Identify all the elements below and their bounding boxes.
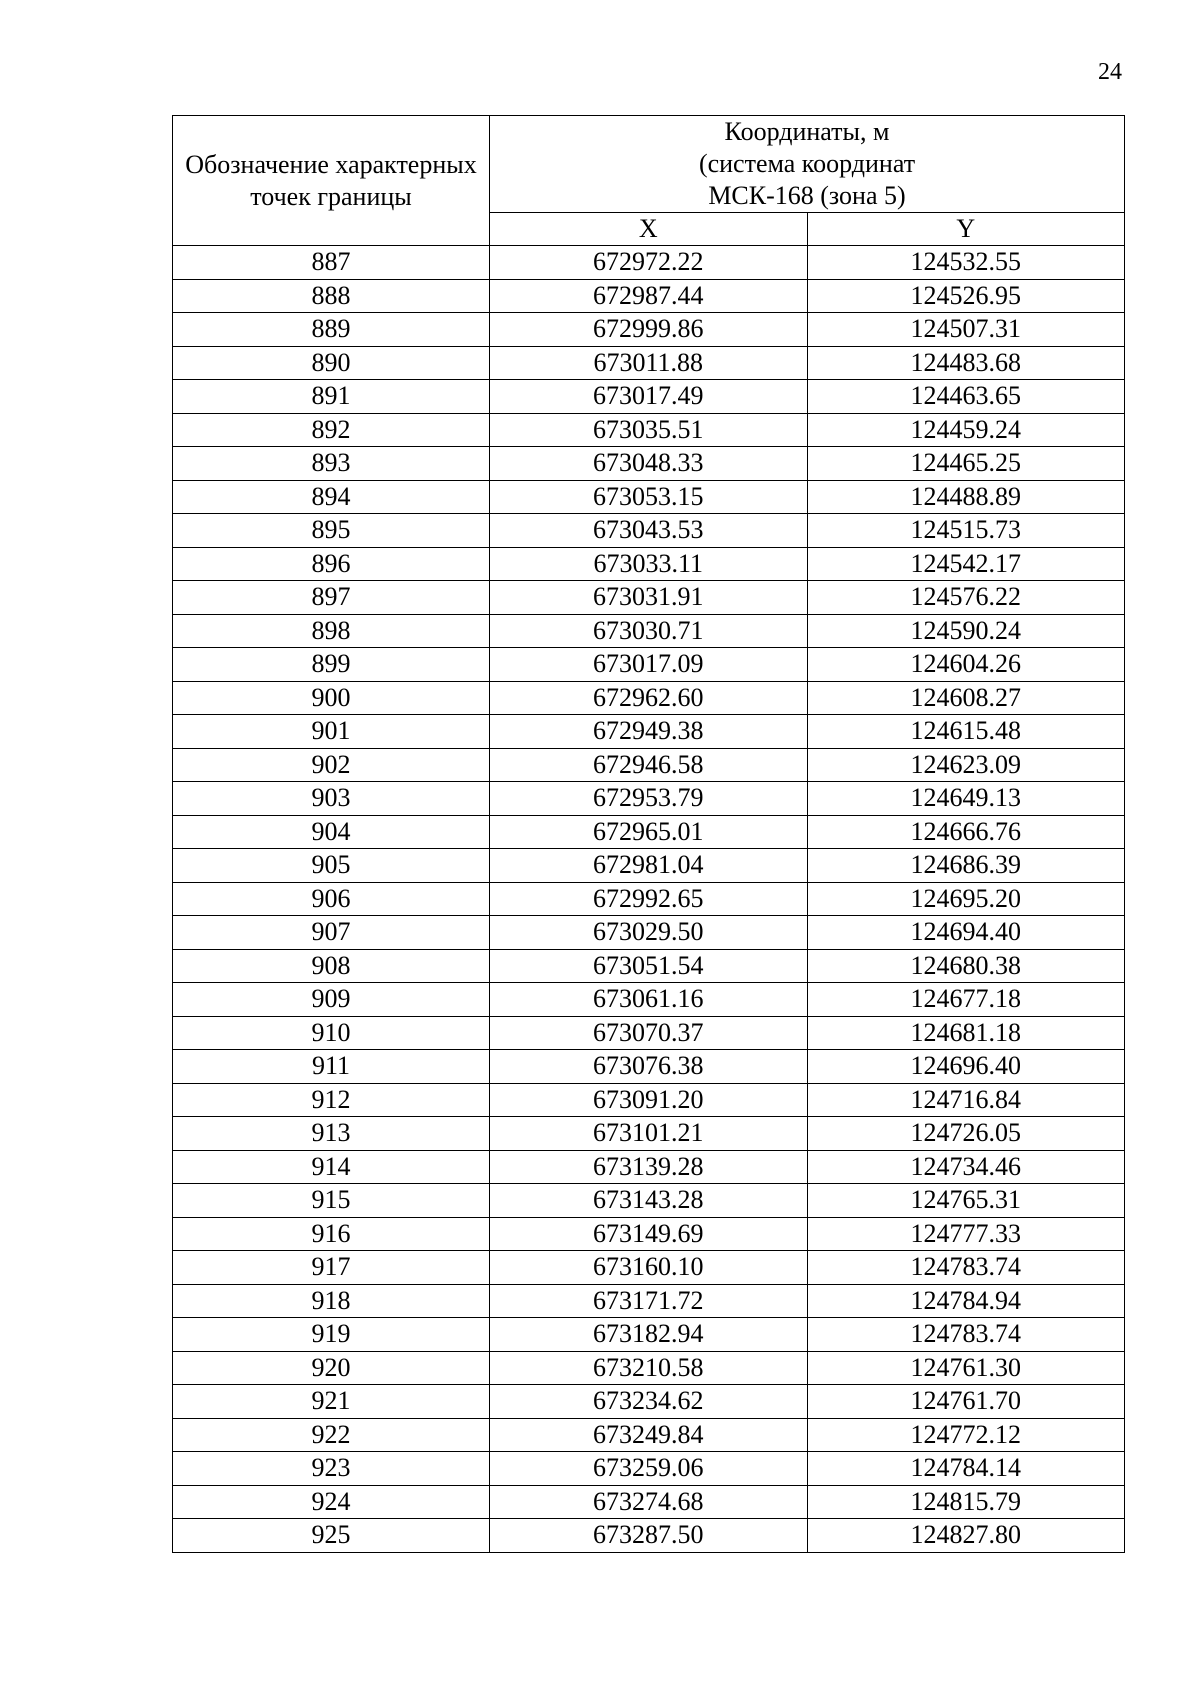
x-cell: 673033.11	[490, 547, 808, 581]
x-cell: 673043.53	[490, 514, 808, 548]
y-cell: 124590.24	[807, 614, 1125, 648]
y-cell: 124677.18	[807, 983, 1125, 1017]
y-cell: 124576.22	[807, 581, 1125, 615]
table-header	[173, 116, 1125, 246]
point-id-cell: 922	[173, 1418, 490, 1452]
table-row	[173, 1351, 1125, 1385]
point-id-cell: 892	[173, 413, 490, 447]
table-row	[173, 882, 1125, 916]
x-cell: 672987.44	[490, 279, 808, 313]
table-row	[173, 681, 1125, 715]
coordinates-title-line-3: МСК-168 (зона 5)	[708, 181, 906, 210]
point-id-cell: 923	[173, 1452, 490, 1486]
table-row	[173, 1083, 1125, 1117]
y-cell: 124734.46	[807, 1150, 1125, 1184]
y-cell: 124716.84	[807, 1083, 1125, 1117]
y-cell: 124784.14	[807, 1452, 1125, 1486]
y-cell: 124615.48	[807, 715, 1125, 749]
table-row	[173, 413, 1125, 447]
y-cell: 124784.94	[807, 1284, 1125, 1318]
x-cell: 673031.91	[490, 581, 808, 615]
x-cell: 673101.21	[490, 1117, 808, 1151]
y-cell: 124783.74	[807, 1318, 1125, 1352]
table-row	[173, 1251, 1125, 1285]
table-row	[173, 1050, 1125, 1084]
point-id-cell: 921	[173, 1385, 490, 1419]
point-id-cell: 916	[173, 1217, 490, 1251]
point-id-cell: 920	[173, 1351, 490, 1385]
y-cell: 124515.73	[807, 514, 1125, 548]
point-id-cell: 915	[173, 1184, 490, 1218]
x-cell: 673274.68	[490, 1485, 808, 1519]
table-row	[173, 916, 1125, 950]
table-row	[173, 447, 1125, 481]
point-id-cell: 896	[173, 547, 490, 581]
table-row	[173, 514, 1125, 548]
x-cell: 672965.01	[490, 815, 808, 849]
point-id-cell: 893	[173, 447, 490, 481]
x-cell: 673030.71	[490, 614, 808, 648]
table-row	[173, 346, 1125, 380]
y-cell: 124649.13	[807, 782, 1125, 816]
y-cell: 124815.79	[807, 1485, 1125, 1519]
point-id-cell: 903	[173, 782, 490, 816]
y-cell: 124695.20	[807, 882, 1125, 916]
table-row	[173, 1452, 1125, 1486]
x-cell: 673149.69	[490, 1217, 808, 1251]
point-id-cell: 901	[173, 715, 490, 749]
x-cell: 672992.65	[490, 882, 808, 916]
point-id-cell: 917	[173, 1251, 490, 1285]
table-row	[173, 983, 1125, 1017]
x-cell: 672946.58	[490, 748, 808, 782]
table-row	[173, 1150, 1125, 1184]
table-row	[173, 1184, 1125, 1218]
x-cell: 673029.50	[490, 916, 808, 950]
y-cell: 124827.80	[807, 1519, 1125, 1553]
x-cell: 673017.09	[490, 648, 808, 682]
table-row	[173, 849, 1125, 883]
x-cell: 672981.04	[490, 849, 808, 883]
table-row	[173, 1418, 1125, 1452]
y-cell: 124680.38	[807, 949, 1125, 983]
point-id-cell: 900	[173, 681, 490, 715]
point-id-cell: 910	[173, 1016, 490, 1050]
x-cell: 673160.10	[490, 1251, 808, 1285]
x-cell: 673070.37	[490, 1016, 808, 1050]
x-cell: 673011.88	[490, 346, 808, 380]
x-cell: 673234.62	[490, 1385, 808, 1419]
y-cell: 124483.68	[807, 346, 1125, 380]
table-row	[173, 1284, 1125, 1318]
point-id-cell: 899	[173, 648, 490, 682]
point-id-cell: 887	[173, 246, 490, 280]
point-id-cell: 911	[173, 1050, 490, 1084]
table-row	[173, 480, 1125, 514]
point-id-cell: 914	[173, 1150, 490, 1184]
point-id-cell: 912	[173, 1083, 490, 1117]
table-row	[173, 1485, 1125, 1519]
point-id-cell: 891	[173, 380, 490, 414]
y-cell: 124507.31	[807, 313, 1125, 347]
y-cell: 124772.12	[807, 1418, 1125, 1452]
x-cell: 672962.60	[490, 681, 808, 715]
table-row	[173, 815, 1125, 849]
point-id-cell: 889	[173, 313, 490, 347]
page-number: 24	[1098, 59, 1122, 85]
y-cell: 124463.65	[807, 380, 1125, 414]
point-id-cell: 895	[173, 514, 490, 548]
x-cell: 673051.54	[490, 949, 808, 983]
y-cell: 124694.40	[807, 916, 1125, 950]
y-header: Y	[807, 213, 1125, 246]
coordinates-header	[490, 116, 1125, 213]
point-id-cell: 913	[173, 1117, 490, 1151]
table-row	[173, 1217, 1125, 1251]
x-cell: 673091.20	[490, 1083, 808, 1117]
y-cell: 124526.95	[807, 279, 1125, 313]
x-cell: 673139.28	[490, 1150, 808, 1184]
y-cell: 124765.31	[807, 1184, 1125, 1218]
x-cell: 672972.22	[490, 246, 808, 280]
y-cell: 124666.76	[807, 815, 1125, 849]
point-id-cell: 906	[173, 882, 490, 916]
y-cell: 124465.25	[807, 447, 1125, 481]
table-row	[173, 1318, 1125, 1352]
x-cell: 673249.84	[490, 1418, 808, 1452]
y-cell: 124604.26	[807, 648, 1125, 682]
point-id-cell: 888	[173, 279, 490, 313]
table-row	[173, 715, 1125, 749]
point-id-cell: 924	[173, 1485, 490, 1519]
table-row	[173, 547, 1125, 581]
x-cell: 672949.38	[490, 715, 808, 749]
x-cell: 673053.15	[490, 480, 808, 514]
point-id-cell: 925	[173, 1519, 490, 1553]
y-cell: 124761.30	[807, 1351, 1125, 1385]
table-row	[173, 648, 1125, 682]
point-label-header: Обозначение характерных точек границы	[173, 116, 490, 246]
y-cell: 124686.39	[807, 849, 1125, 883]
point-id-cell: 908	[173, 949, 490, 983]
x-cell: 673210.58	[490, 1351, 808, 1385]
coordinates-title-line-1: Координаты, м	[724, 117, 890, 146]
y-cell: 124726.05	[807, 1117, 1125, 1151]
y-cell: 124777.33	[807, 1217, 1125, 1251]
table-row	[173, 279, 1125, 313]
point-id-cell: 919	[173, 1318, 490, 1352]
table-row	[173, 1117, 1125, 1151]
y-cell: 124532.55	[807, 246, 1125, 280]
coordinates-title-line-2: (система координат	[698, 149, 916, 178]
y-cell: 124696.40	[807, 1050, 1125, 1084]
x-cell: 673143.28	[490, 1184, 808, 1218]
x-cell: 673287.50	[490, 1519, 808, 1553]
coordinates-table	[172, 115, 1125, 1553]
x-cell: 673182.94	[490, 1318, 808, 1352]
table-row	[173, 614, 1125, 648]
point-id-cell: 907	[173, 916, 490, 950]
y-cell: 124761.70	[807, 1385, 1125, 1419]
x-cell: 673259.06	[490, 1452, 808, 1486]
x-header: X	[490, 213, 808, 246]
table-row	[173, 1385, 1125, 1419]
x-cell: 673076.38	[490, 1050, 808, 1084]
table-row	[173, 380, 1125, 414]
table-row	[173, 313, 1125, 347]
point-id-cell: 904	[173, 815, 490, 849]
y-cell: 124459.24	[807, 413, 1125, 447]
table-row	[173, 1016, 1125, 1050]
point-id-cell: 894	[173, 480, 490, 514]
y-cell: 124542.17	[807, 547, 1125, 581]
table-row	[173, 748, 1125, 782]
point-id-cell: 909	[173, 983, 490, 1017]
y-cell: 124681.18	[807, 1016, 1125, 1050]
point-id-cell: 918	[173, 1284, 490, 1318]
point-id-cell: 902	[173, 748, 490, 782]
point-id-cell: 897	[173, 581, 490, 615]
x-cell: 673048.33	[490, 447, 808, 481]
table-row	[173, 782, 1125, 816]
y-cell: 124783.74	[807, 1251, 1125, 1285]
table-row	[173, 246, 1125, 280]
point-id-cell: 890	[173, 346, 490, 380]
x-cell: 672999.86	[490, 313, 808, 347]
point-id-cell: 905	[173, 849, 490, 883]
table-row	[173, 581, 1125, 615]
x-cell: 673171.72	[490, 1284, 808, 1318]
table-row	[173, 949, 1125, 983]
y-cell: 124623.09	[807, 748, 1125, 782]
x-cell: 673017.49	[490, 380, 808, 414]
table-body	[173, 246, 1125, 1553]
x-cell: 673035.51	[490, 413, 808, 447]
x-cell: 672953.79	[490, 782, 808, 816]
point-id-cell: 898	[173, 614, 490, 648]
y-cell: 124608.27	[807, 681, 1125, 715]
header-row-1	[173, 116, 1125, 213]
table-row	[173, 1519, 1125, 1553]
y-cell: 124488.89	[807, 480, 1125, 514]
x-cell: 673061.16	[490, 983, 808, 1017]
